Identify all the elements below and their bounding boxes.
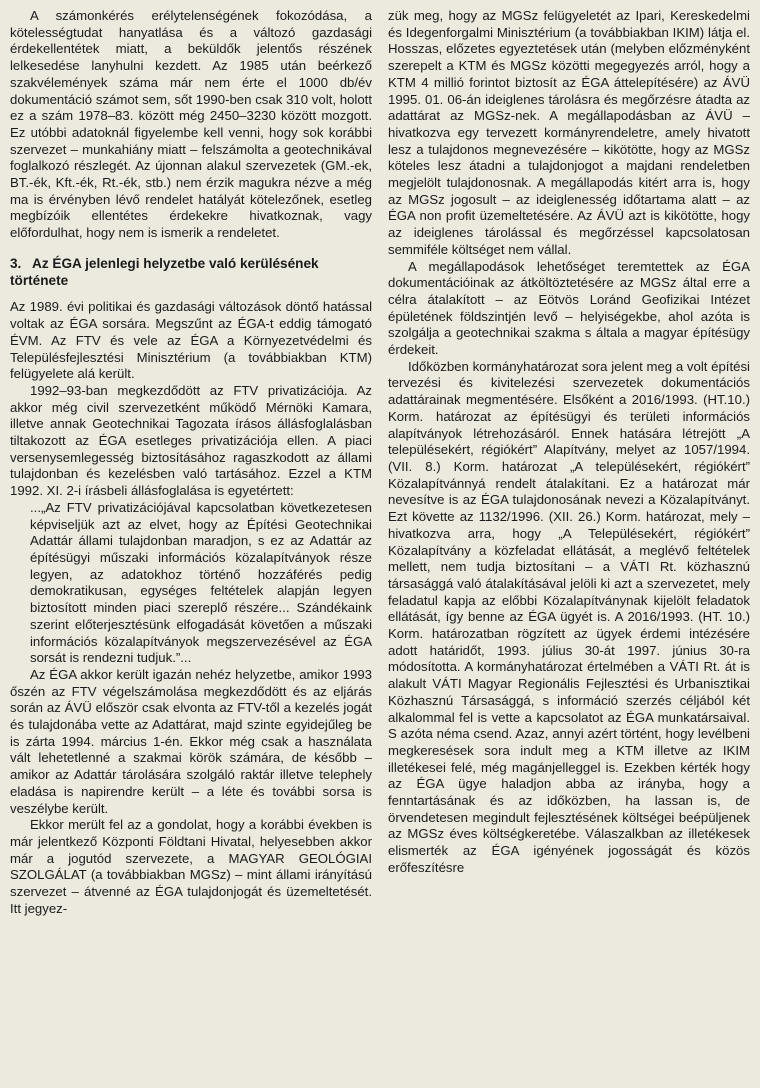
paragraph-mgsz: Ekkor merült fel az a gondolat, hogy a korábbi években is már jelentkező Központi Földtani Hivatal, helyesebben akkor már a jogutód szervezete, a MAGYAR GEOLÓGIAI SZOLGÁLAT (a továbbiakban MGSz) – mint állami irányítású szervezet – átvenné az ÉGA tulajdonjogát és üzemeltetését. Itt jegyez-	[10, 817, 372, 916]
paragraph-intro: A számonkérés erélytelenségének fokozódása, a kötelességtudat hanyatlása és a változó gazdasági érdekellentétek miatt, a beküldők jelentős részének lelkesedése lanyhulni kezdett. Az 1985 után beérkező szakvélemények száma már nem érte el 1000 db/év dokumentáció számot sem, sőt 1990-ben csak 310 volt, holott ez a szám 1978–83. között még 2450–3230 között mozgott. Ez utóbbi adatoknál figyelembe kell venni, hogy sok korábbi szervezet – munkahiány miatt – felszámolta a geotechnikával foglalkozó részlegét. Az újonnan alakul szervezetek (GM.-ek, BT.-ék, Kft.-ék, Rt.-ék, stb.) nem érzik magukra nézve a még ma is érvényben lévő rendelet hatályát kötelezőnek, esetleg megbízóik ellentétes érdekekre hivatkoznak, vagy előfordulhat, hogy nem is ismerik a rendeletet.	[10, 8, 372, 241]
paragraph-continuation: zük meg, hogy az MGSz felügyeletét az Ipari, Kereskedelmi és Idegenforgalmi Minisztérium (a továbbiakban IKIM) látja el. Hosszas, előzetes egyeztetések után (melyben előzményként szerepelt a KTM és MGSz közötti megegyezés arról, hogy a KTM 4 millió forintot biztosít az ÉGA áttelepítésére) az ÁVÜ 1995. 01. 06-án ideiglenes tárolásra és megőrzésre átadta az adattárat az MGSz-nek. A megállapodásban az ÁVÜ – hivatkozva egy tervezett kormányrendeletre, amely hivatott lesz a tulajdonos megnevezésére – kikötötte, hogy az MGSz köteles lesz átadni a tulajdonjogot a majdani rendeletben megjelölt tulajdonosnak. A megállapodás kitért arra is, hogy az MGSz jogosult – az ideiglenesség időtartama alatt – az ÉGA non profit üzemeltetésére. Az ÁVÜ azt is kikötötte, hogy az ideiglenes tárolással és megőrzéssel kapcsolatosan semmiféle költséget nem vállal.	[388, 8, 750, 257]
quote-text: ...„Az FTV privatizációjával kapcsolatban következetesen képviseljük azt az elvet, hogy az Építési Geotechnikai Adattár állami tulajdonban maradjon, s ez az Adattár az építésügyi műszaki információs közalapítványok része legyen, az adatokhoz történő hozzáférés pedig demokratikusan, egységes feltételek alapján legyen biztosított minden piaci szereplő részére... Szándékaink szerint előterjesztésünk elfogadását követően a műszaki információs közalapítványok megszervezésével az ÉGA sorsát is rendezni tudjuk.”...	[30, 499, 372, 666]
right-column	[388, 8, 750, 877]
paragraph-agreements: A megállapodások lehetőséget teremtettek az ÉGA dokumentációinak az átköltöztetésére az MGSz által erre a célra átalakított – az Eötvös Loránd Geofizikai Intézet épületének földszintjén levő – helyiségekbe, ahol azóta is szolgálja a geotechnikai szakma s általa a magyar építésügy érdekeit.	[388, 258, 750, 358]
section-heading	[10, 256, 372, 290]
block-quote	[30, 500, 372, 667]
paragraph-1989: Az 1989. évi politikai és gazdasági változások döntő hatással voltak az ÉGA sorsára. Megszűnt az ÉGA-t eddig támogató ÉVM. Az FTV és vele az ÉGA a Környezetvédelmi és Településfejlesztési Minisztérium (a továbbiakban KTM) felügyelete alá került.	[10, 299, 372, 382]
paragraph-government-decrees: Időközben kormányhatározat sora jelent meg a volt építési tervezési és kivitelezési szervezetek dokumentációs adattárainak megmentésére. Elsőként a 2016/1993. (HT.10.) Korm. határozat az építésügyi és területi információs alapítványok létrehozásáról. Ennek hatására létrejött „A településekért, régiókért” Alapítvány, melyet az 1057/1994. (VII. 8.) Korm. határozat „A településekért, régiókért” Közalapítvánnyá rendelt átalakítani. Ez a határozat már nevesítve is az ÉGA tulajdonosának nevezi a Közalapítványt. Ezt követte az 1132/1996. (XII. 26.) Korm. határozat, mely – hivatkozva arra, hogy „A Településekért, régiókért” Közalapítvány a közfeladat ellátását, a meglévő feltételek mellett, nem tudja biztosítani – a VÁTI Rt. közhasznú társasággá való átalakításával jelöli ki azt a szervezetet, mely feladatul kapja az előbbi Közalapítványnak kijelölt feladatok ellátását, így benne az ÉGA ügyét is. A 2016/1993. (HT. 10.) Korm. határozatban rögzített az ügyek érdemi intézésére adott határidőt, 1993. július 30-át 1997. június 30-ra módosította. A kormányhatározat értelmében a VÁTI Rt. át is alakult VÁTI Magyar Regionális Fejlesztési és Urbanisztikai Közhasznú Társasággá, s információ szerzés céljából két alkalommal fel is vette a kapcsolatot az ÉGA munkatársaival. S azóta néma csend. Azaz, annyi azért történt, hogy levélbeni megkeresések sora indult meg a KTM illetve az IKIM illetékesei felé, még magánjelleggel is. Ezekben kérték hogy az ÉGA ügye haladjon abba az irányba, hogy a fenntartásának és az időközben, ha lassan is, de örvendetesen megindult fejlesztésének költségei beépüljenek az MGSz éves költségkeretébe. Válaszalkban az illetékesek elismerték az ÉGA igényének jogosságát és közös erőfeszítésre	[388, 358, 750, 875]
section-title: Az ÉGA jelenlegi helyzetbe való kerülésének története	[10, 255, 319, 288]
paragraph-1993: Az ÉGA akkor került igazán nehéz helyzetbe, amikor 1993 őszén az FTV végelszámolása megkezdődött és az eljárás során az ÁVÜ először csak elvonta az FTV-től a kezelés jogát és tulajdonába vette az Adattárat, majd szinte egyidejűleg be is zárta 1994. március 1-én. Ekkor még csak a használata vált lehetetlenné a szakmai körök számára, de később – amikor az Adattár tárolására szolgáló raktár illetve telephely eladása is napirendre került – a léte és további sorsa is veszélybe került.	[10, 666, 372, 816]
left-column	[10, 8, 372, 917]
paragraph-privatization: 1992–93-ban megkezdődött az FTV privatizációja. Az akkor még civil szervezetként működő Mérnöki Kamara, illetve annak Geotechnikai Tagozata írásos állásfoglalásban tiltakozott az ÉGA esetleges privatizációja ellen. A piaci versenysemlegesség biztosításához ragaszkodott az állami tulajdonban és kezelésben való tartásához. Ezzel a KTM 1992. XI. 2-i írásbeli állásfoglalása is egyetértett:	[10, 382, 372, 499]
section-number: 3.	[10, 255, 22, 271]
